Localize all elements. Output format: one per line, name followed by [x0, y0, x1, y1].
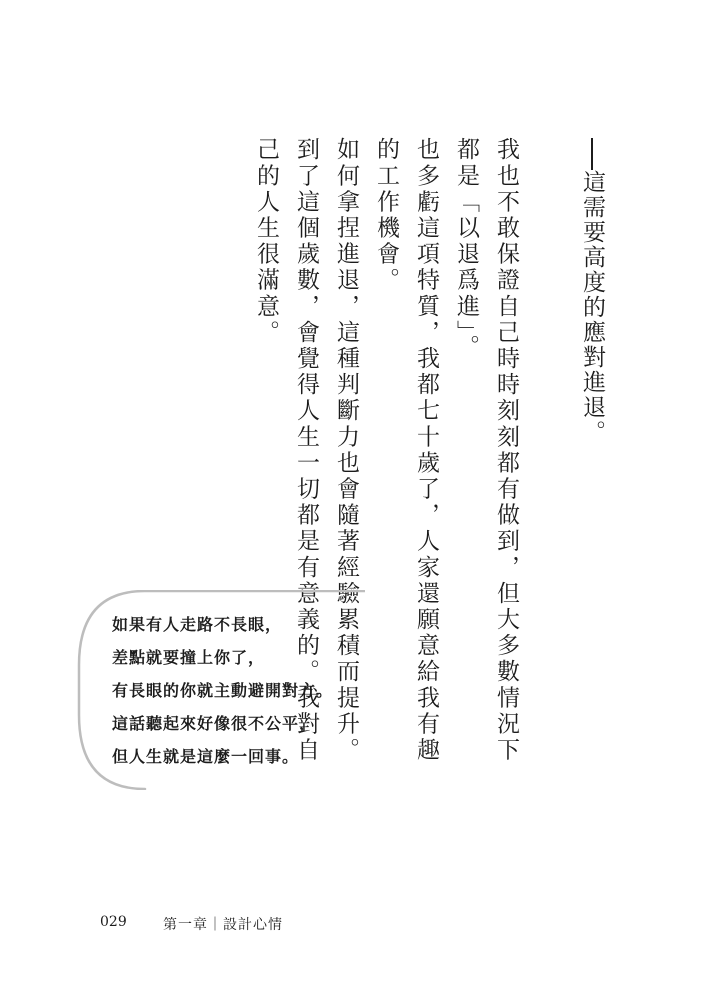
running-head: 第一章｜設計心情 — [163, 917, 283, 933]
body-line: 到了這個歲數，會覺得人生一切都是有意義的。我對自己的人生很滿意。 — [253, 137, 319, 764]
body-line: 也多虧這項特質，我都七十歲了，人家還願意給我有趣的工作機會。 — [373, 137, 439, 764]
section-heading: 這需要高度的應對進退。 — [579, 170, 605, 445]
quote-line: 這話聽起來好像很不公平， — [112, 714, 317, 733]
quote-line: 有長眼的你就主動避開對方。 — [112, 681, 334, 700]
body-line: 我也不敢保證自己時時刻刻都有做到，但大多數情況下都是「以退爲進」。 — [453, 137, 519, 764]
quote-line: 如果有人走路不長眼， — [112, 615, 283, 634]
quote-line: 但人生就是這麼一回事。 — [112, 747, 300, 766]
pull-quote — [112, 608, 333, 773]
page-number: 029 — [100, 914, 127, 930]
quote-line: 差點就要撞上你了， — [112, 648, 266, 667]
body-line: 如何拿捏進退，這種判斷力也會隨著經驗累積而提升。 — [333, 137, 359, 764]
heading-dash — [591, 138, 593, 170]
